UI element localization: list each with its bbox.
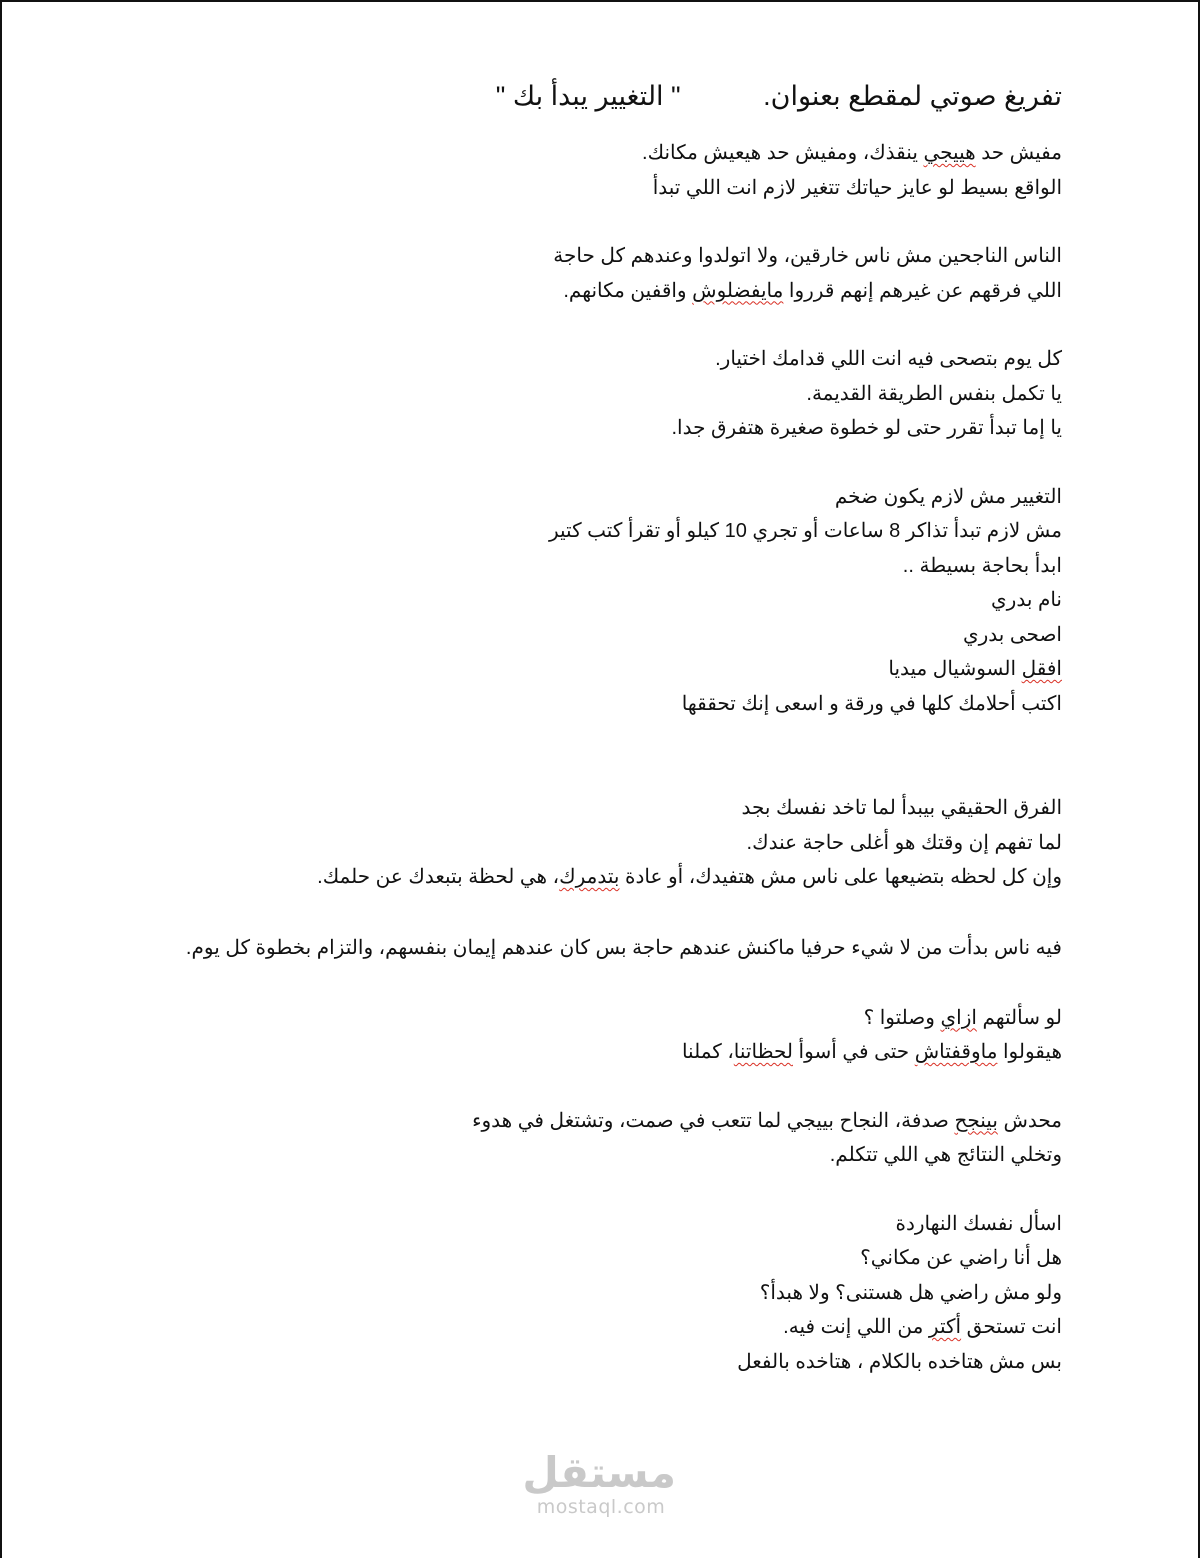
left-border (0, 0, 2, 1558)
text-line: لما تفهم إن وقتك هو أغلى حاجة عندك. (746, 831, 1062, 854)
text-line: اللي فرقهم عن غيرهم إنهم قرروا مايفضلوش واقفين مكانهم. (563, 279, 1062, 302)
text-line: افقل السوشيال ميديا (888, 658, 1062, 680)
text-line: اكتب أحلامك كلها في ورقة و اسعى إنك تحققها (681, 692, 1062, 715)
paragraph-7 (150, 1001, 1062, 1070)
watermark-arabic: مستقل (522, 1448, 676, 1497)
top-border (0, 0, 1200, 2)
text-line: هيقولوا ماوقفتاش حتى في أسوأ لحظاتنا، كملنا (681, 1041, 1062, 1063)
document-page (150, 74, 1062, 1379)
document-title: تفريغ صوتي لمقطع بعنوان. " التغيير يبدأ بك " (495, 81, 1062, 111)
paragraph-6 (150, 929, 1062, 967)
paragraph-4 (150, 480, 1062, 722)
text-line: يا إما تبدأ تقرر حتى لو خطوة صغيرة هتفرق جدا. (671, 417, 1062, 439)
paragraph-2 (150, 239, 1062, 308)
text-line: الناس الناجحين مش ناس خارقين، ولا اتولدوا وعندهم كل حاجة (553, 245, 1062, 267)
paragraph-3 (150, 342, 1062, 446)
text-line: بس مش هتاخده بالكلام ، هتاخده بالفعل (737, 1350, 1062, 1373)
text-line: يا تكمل بنفس الطريقة القديمة. (806, 382, 1062, 405)
text-line: هل أنا راضي عن مكاني؟ (860, 1247, 1062, 1269)
watermark-latin: mostaql.com (536, 1496, 666, 1518)
text-line: نام بدري (991, 589, 1062, 611)
text-line: اسأل نفسك النهاردة (895, 1212, 1062, 1235)
text-line: الفرق الحقيقي بيبدأ لما تاخد نفسك بجد (741, 797, 1062, 819)
text-line: فيه ناس بدأت من لا شيء حرفيا ماكنش عندهم حاجة بس كان عندهم إيمان بنفسهم، والتزام بخطوة كل يوم. (185, 936, 1062, 959)
text-line: الواقع بسيط لو عايز حياتك تتغير لازم انت اللي تبدأ (652, 176, 1062, 199)
text-line: ولو مش راضي هل هستنى؟ ولا هبدأ؟ (759, 1281, 1062, 1304)
text-line: مش لازم تبدأ تذاكر 8 ساعات أو تجري 10 كيلو أو تقرأ كتب كتير (548, 520, 1062, 542)
text-line: اصحى بدري (962, 623, 1062, 646)
text-line: وإن كل لحظه بتضيعها على ناس مش هتفيدك، أو عادة بتدمرك، هي لحظة بتبعدك عن حلمك. (317, 866, 1062, 888)
text-line: مفيش حد هييجي ينقذك، ومفيش حد هيعيش مكانك. (642, 142, 1062, 164)
text-line: التغيير مش لازم يكون ضخم (834, 485, 1062, 508)
paragraph-9 (150, 1207, 1062, 1380)
text-line: ابدأ بحاجة بسيطة .. (902, 554, 1062, 577)
text-line: محدش بينجح صدفة، النجاح بييجي لما تتعب في صمت، وتشتغل في هدوء (472, 1109, 1062, 1132)
text-line: كل يوم بتصحى فيه انت اللي قدامك اختيار. (715, 348, 1062, 370)
paragraph-5 (150, 791, 1062, 895)
text-line: لو سألتهم ازاي وصلتوا ؟ (863, 1006, 1062, 1029)
paragraph-1 (150, 136, 1062, 205)
paragraph-8 (150, 1104, 1062, 1173)
text-line: وتخلي النتائج هي اللي تتكلم. (829, 1144, 1062, 1166)
mostaql-watermark (522, 1448, 676, 1518)
text-line: انت تستحق أكتر من اللي إنت فيه. (783, 1316, 1062, 1338)
